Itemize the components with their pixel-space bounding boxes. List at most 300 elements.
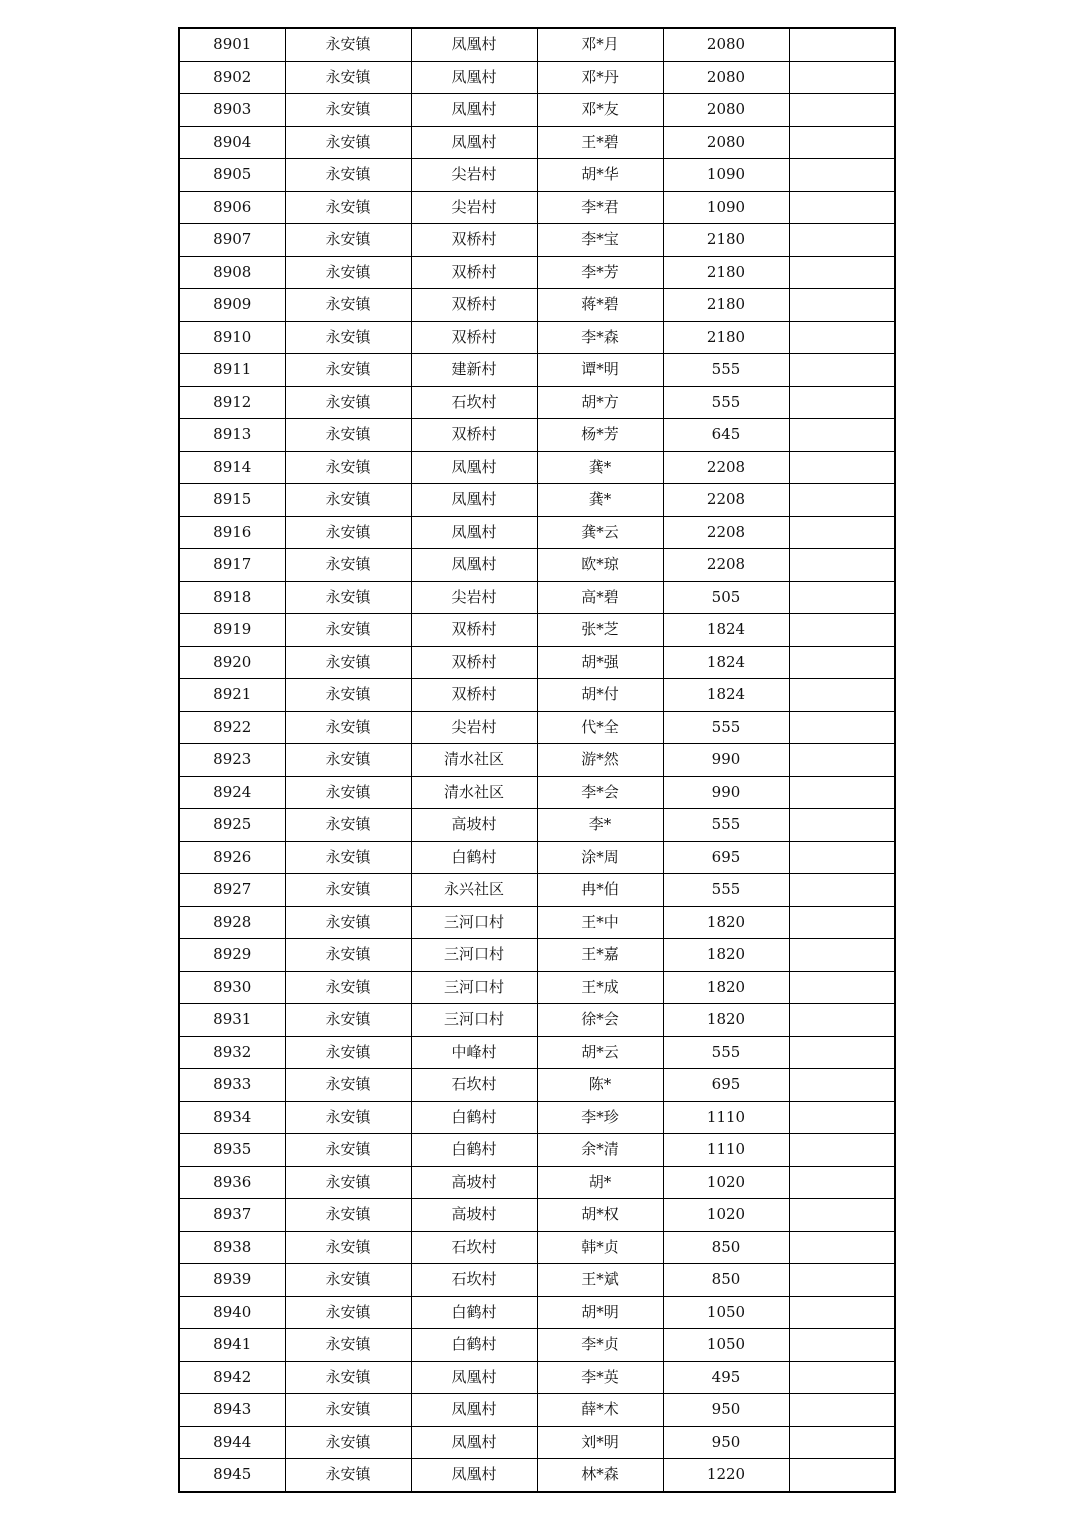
town-cell: 永安镇 — [285, 1004, 411, 1037]
table-row — [179, 874, 895, 907]
town-cell: 永安镇 — [285, 451, 411, 484]
village-cell: 双桥村 — [411, 321, 537, 354]
remark-cell — [789, 224, 895, 257]
town-cell: 永安镇 — [285, 614, 411, 647]
name-cell: 冉*伯 — [537, 874, 663, 907]
table-row — [179, 94, 895, 127]
name-cell: 胡*强 — [537, 646, 663, 679]
town-cell: 永安镇 — [285, 1459, 411, 1492]
remark-cell — [789, 28, 895, 61]
name-cell: 谭*明 — [537, 354, 663, 387]
remark-cell — [789, 1459, 895, 1492]
row-number-cell: 8920 — [179, 646, 285, 679]
town-cell: 永安镇 — [285, 874, 411, 907]
village-cell: 凤凰村 — [411, 1361, 537, 1394]
row-number-cell: 8918 — [179, 581, 285, 614]
table-row — [179, 289, 895, 322]
remark-cell — [789, 614, 895, 647]
row-number-cell: 8905 — [179, 159, 285, 192]
table-row — [179, 451, 895, 484]
amount-cell: 555 — [663, 711, 789, 744]
remark-cell — [789, 1036, 895, 1069]
row-number-cell: 8901 — [179, 28, 285, 61]
remark-cell — [789, 61, 895, 94]
amount-cell: 1824 — [663, 679, 789, 712]
town-cell: 永安镇 — [285, 1296, 411, 1329]
amount-cell: 2208 — [663, 516, 789, 549]
table-row — [179, 809, 895, 842]
village-cell: 凤凰村 — [411, 94, 537, 127]
table-row — [179, 61, 895, 94]
village-cell: 凤凰村 — [411, 484, 537, 517]
row-number-cell: 8902 — [179, 61, 285, 94]
name-cell: 王*嘉 — [537, 939, 663, 972]
village-cell: 双桥村 — [411, 646, 537, 679]
row-number-cell: 8940 — [179, 1296, 285, 1329]
table-row — [179, 484, 895, 517]
village-cell: 高坡村 — [411, 1166, 537, 1199]
remark-cell — [789, 191, 895, 224]
name-cell: 胡*权 — [537, 1199, 663, 1232]
town-cell: 永安镇 — [285, 1231, 411, 1264]
amount-cell: 2180 — [663, 224, 789, 257]
name-cell: 李*君 — [537, 191, 663, 224]
amount-cell: 850 — [663, 1231, 789, 1264]
remark-cell — [789, 971, 895, 1004]
town-cell: 永安镇 — [285, 484, 411, 517]
name-cell: 蒋*碧 — [537, 289, 663, 322]
row-number-cell: 8932 — [179, 1036, 285, 1069]
row-number-cell: 8921 — [179, 679, 285, 712]
row-number-cell: 8903 — [179, 94, 285, 127]
table-row — [179, 1361, 895, 1394]
town-cell: 永安镇 — [285, 939, 411, 972]
table-row — [179, 1329, 895, 1362]
name-cell: 邓*丹 — [537, 61, 663, 94]
remark-cell — [789, 1329, 895, 1362]
village-cell: 石坎村 — [411, 1069, 537, 1102]
amount-cell: 1020 — [663, 1199, 789, 1232]
table-row — [179, 1004, 895, 1037]
remark-cell — [789, 1166, 895, 1199]
town-cell: 永安镇 — [285, 1036, 411, 1069]
table-row — [179, 841, 895, 874]
row-number-cell: 8927 — [179, 874, 285, 907]
amount-cell: 505 — [663, 581, 789, 614]
town-cell: 永安镇 — [285, 776, 411, 809]
remark-cell — [789, 419, 895, 452]
table-row — [179, 711, 895, 744]
town-cell: 永安镇 — [285, 971, 411, 1004]
name-cell: 徐*会 — [537, 1004, 663, 1037]
town-cell: 永安镇 — [285, 549, 411, 582]
village-cell: 凤凰村 — [411, 1394, 537, 1427]
name-cell: 龚* — [537, 451, 663, 484]
remark-cell — [789, 581, 895, 614]
town-cell: 永安镇 — [285, 61, 411, 94]
row-number-cell: 8907 — [179, 224, 285, 257]
table-row — [179, 1036, 895, 1069]
remark-cell — [789, 679, 895, 712]
town-cell: 永安镇 — [285, 841, 411, 874]
amount-cell: 1820 — [663, 1004, 789, 1037]
village-cell: 高坡村 — [411, 809, 537, 842]
row-number-cell: 8933 — [179, 1069, 285, 1102]
table-row — [179, 191, 895, 224]
amount-cell: 2080 — [663, 94, 789, 127]
town-cell: 永安镇 — [285, 224, 411, 257]
name-cell: 李*森 — [537, 321, 663, 354]
amount-cell: 2180 — [663, 321, 789, 354]
row-number-cell: 8916 — [179, 516, 285, 549]
amount-cell: 495 — [663, 1361, 789, 1394]
village-cell: 白鹤村 — [411, 1296, 537, 1329]
village-cell: 凤凰村 — [411, 1426, 537, 1459]
row-number-cell: 8922 — [179, 711, 285, 744]
table-row — [179, 939, 895, 972]
table-row — [179, 1134, 895, 1167]
beneficiary-table — [178, 27, 896, 1493]
row-number-cell: 8942 — [179, 1361, 285, 1394]
row-number-cell: 8914 — [179, 451, 285, 484]
amount-cell: 2080 — [663, 61, 789, 94]
table-row — [179, 1264, 895, 1297]
name-cell: 李*芳 — [537, 256, 663, 289]
town-cell: 永安镇 — [285, 679, 411, 712]
name-cell: 林*森 — [537, 1459, 663, 1492]
town-cell: 永安镇 — [285, 28, 411, 61]
village-cell: 尖岩村 — [411, 581, 537, 614]
remark-cell — [789, 874, 895, 907]
row-number-cell: 8910 — [179, 321, 285, 354]
amount-cell: 2080 — [663, 28, 789, 61]
row-number-cell: 8931 — [179, 1004, 285, 1037]
remark-cell — [789, 354, 895, 387]
remark-cell — [789, 939, 895, 972]
table-row — [179, 614, 895, 647]
village-cell: 建新村 — [411, 354, 537, 387]
town-cell: 永安镇 — [285, 1199, 411, 1232]
village-cell: 石坎村 — [411, 1264, 537, 1297]
remark-cell — [789, 1426, 895, 1459]
town-cell: 永安镇 — [285, 906, 411, 939]
table-row — [179, 1199, 895, 1232]
row-number-cell: 8906 — [179, 191, 285, 224]
amount-cell: 1824 — [663, 646, 789, 679]
remark-cell — [789, 126, 895, 159]
remark-cell — [789, 1231, 895, 1264]
name-cell: 胡*明 — [537, 1296, 663, 1329]
village-cell: 石坎村 — [411, 386, 537, 419]
remark-cell — [789, 484, 895, 517]
row-number-cell: 8908 — [179, 256, 285, 289]
name-cell: 胡* — [537, 1166, 663, 1199]
town-cell: 永安镇 — [285, 809, 411, 842]
village-cell: 双桥村 — [411, 289, 537, 322]
table-row — [179, 1394, 895, 1427]
table-row — [179, 386, 895, 419]
name-cell: 李*英 — [537, 1361, 663, 1394]
amount-cell: 2208 — [663, 484, 789, 517]
name-cell: 高*碧 — [537, 581, 663, 614]
name-cell: 龚* — [537, 484, 663, 517]
remark-cell — [789, 744, 895, 777]
table-body — [179, 28, 895, 1492]
remark-cell — [789, 1296, 895, 1329]
row-number-cell: 8904 — [179, 126, 285, 159]
village-cell: 双桥村 — [411, 419, 537, 452]
amount-cell: 2208 — [663, 549, 789, 582]
amount-cell: 990 — [663, 744, 789, 777]
amount-cell: 555 — [663, 354, 789, 387]
name-cell: 刘*明 — [537, 1426, 663, 1459]
amount-cell: 555 — [663, 874, 789, 907]
remark-cell — [789, 841, 895, 874]
remark-cell — [789, 1199, 895, 1232]
row-number-cell: 8928 — [179, 906, 285, 939]
town-cell: 永安镇 — [285, 516, 411, 549]
village-cell: 永兴社区 — [411, 874, 537, 907]
amount-cell: 1820 — [663, 971, 789, 1004]
table-row — [179, 679, 895, 712]
name-cell: 邓*友 — [537, 94, 663, 127]
table-row — [179, 776, 895, 809]
remark-cell — [789, 256, 895, 289]
village-cell: 白鹤村 — [411, 1134, 537, 1167]
village-cell: 三河口村 — [411, 906, 537, 939]
name-cell: 胡*云 — [537, 1036, 663, 1069]
town-cell: 永安镇 — [285, 159, 411, 192]
remark-cell — [789, 1101, 895, 1134]
name-cell: 张*芝 — [537, 614, 663, 647]
village-cell: 双桥村 — [411, 224, 537, 257]
table-row — [179, 159, 895, 192]
row-number-cell: 8924 — [179, 776, 285, 809]
table-row — [179, 1069, 895, 1102]
row-number-cell: 8919 — [179, 614, 285, 647]
remark-cell — [789, 1264, 895, 1297]
name-cell: 杨*芳 — [537, 419, 663, 452]
remark-cell — [789, 549, 895, 582]
remark-cell — [789, 451, 895, 484]
town-cell: 永安镇 — [285, 1361, 411, 1394]
village-cell: 三河口村 — [411, 971, 537, 1004]
amount-cell: 1820 — [663, 906, 789, 939]
table-row — [179, 1426, 895, 1459]
remark-cell — [789, 776, 895, 809]
name-cell: 王*斌 — [537, 1264, 663, 1297]
town-cell: 永安镇 — [285, 191, 411, 224]
village-cell: 中峰村 — [411, 1036, 537, 1069]
village-cell: 尖岩村 — [411, 711, 537, 744]
village-cell: 清水社区 — [411, 744, 537, 777]
remark-cell — [789, 1069, 895, 1102]
table-row — [179, 1101, 895, 1134]
table-row — [179, 1459, 895, 1492]
remark-cell — [789, 711, 895, 744]
row-number-cell: 8944 — [179, 1426, 285, 1459]
table-row — [179, 971, 895, 1004]
town-cell: 永安镇 — [285, 289, 411, 322]
town-cell: 永安镇 — [285, 256, 411, 289]
row-number-cell: 8936 — [179, 1166, 285, 1199]
name-cell: 陈* — [537, 1069, 663, 1102]
amount-cell: 645 — [663, 419, 789, 452]
table-row — [179, 646, 895, 679]
row-number-cell: 8926 — [179, 841, 285, 874]
table-row — [179, 744, 895, 777]
town-cell: 永安镇 — [285, 1134, 411, 1167]
table-row — [179, 1166, 895, 1199]
village-cell: 白鹤村 — [411, 1101, 537, 1134]
amount-cell: 1050 — [663, 1296, 789, 1329]
row-number-cell: 8938 — [179, 1231, 285, 1264]
row-number-cell: 8943 — [179, 1394, 285, 1427]
table-row — [179, 354, 895, 387]
village-cell: 高坡村 — [411, 1199, 537, 1232]
town-cell: 永安镇 — [285, 744, 411, 777]
village-cell: 石坎村 — [411, 1231, 537, 1264]
town-cell: 永安镇 — [285, 321, 411, 354]
row-number-cell: 8937 — [179, 1199, 285, 1232]
remark-cell — [789, 1004, 895, 1037]
name-cell: 李* — [537, 809, 663, 842]
row-number-cell: 8935 — [179, 1134, 285, 1167]
table-row — [179, 224, 895, 257]
name-cell: 胡*方 — [537, 386, 663, 419]
village-cell: 凤凰村 — [411, 126, 537, 159]
table-row — [179, 321, 895, 354]
town-cell: 永安镇 — [285, 1101, 411, 1134]
amount-cell: 695 — [663, 841, 789, 874]
village-cell: 双桥村 — [411, 256, 537, 289]
table-row — [179, 126, 895, 159]
village-cell: 清水社区 — [411, 776, 537, 809]
town-cell: 永安镇 — [285, 1426, 411, 1459]
amount-cell: 950 — [663, 1394, 789, 1427]
town-cell: 永安镇 — [285, 1394, 411, 1427]
amount-cell: 1050 — [663, 1329, 789, 1362]
row-number-cell: 8909 — [179, 289, 285, 322]
village-cell: 双桥村 — [411, 614, 537, 647]
amount-cell: 990 — [663, 776, 789, 809]
row-number-cell: 8911 — [179, 354, 285, 387]
village-cell: 三河口村 — [411, 939, 537, 972]
village-cell: 白鹤村 — [411, 1329, 537, 1362]
row-number-cell: 8930 — [179, 971, 285, 1004]
amount-cell: 1820 — [663, 939, 789, 972]
table-row — [179, 419, 895, 452]
amount-cell: 2180 — [663, 256, 789, 289]
village-cell: 双桥村 — [411, 679, 537, 712]
table-row — [179, 549, 895, 582]
village-cell: 尖岩村 — [411, 159, 537, 192]
table-row — [179, 581, 895, 614]
amount-cell: 1110 — [663, 1134, 789, 1167]
amount-cell: 2208 — [663, 451, 789, 484]
village-cell: 凤凰村 — [411, 516, 537, 549]
amount-cell: 555 — [663, 1036, 789, 1069]
village-cell: 凤凰村 — [411, 451, 537, 484]
amount-cell: 1110 — [663, 1101, 789, 1134]
table-row — [179, 256, 895, 289]
row-number-cell: 8917 — [179, 549, 285, 582]
amount-cell: 1824 — [663, 614, 789, 647]
name-cell: 胡*华 — [537, 159, 663, 192]
name-cell: 王*碧 — [537, 126, 663, 159]
amount-cell: 2180 — [663, 289, 789, 322]
town-cell: 永安镇 — [285, 1166, 411, 1199]
amount-cell: 950 — [663, 1426, 789, 1459]
name-cell: 韩*贞 — [537, 1231, 663, 1264]
town-cell: 永安镇 — [285, 1264, 411, 1297]
amount-cell: 555 — [663, 809, 789, 842]
remark-cell — [789, 386, 895, 419]
name-cell: 李*贞 — [537, 1329, 663, 1362]
remark-cell — [789, 906, 895, 939]
row-number-cell: 8915 — [179, 484, 285, 517]
table-row — [179, 1231, 895, 1264]
name-cell: 胡*付 — [537, 679, 663, 712]
remark-cell — [789, 321, 895, 354]
town-cell: 永安镇 — [285, 386, 411, 419]
amount-cell: 850 — [663, 1264, 789, 1297]
village-cell: 白鹤村 — [411, 841, 537, 874]
row-number-cell: 8923 — [179, 744, 285, 777]
remark-cell — [789, 1134, 895, 1167]
name-cell: 李*会 — [537, 776, 663, 809]
name-cell: 欧*琼 — [537, 549, 663, 582]
amount-cell: 1090 — [663, 159, 789, 192]
remark-cell — [789, 1394, 895, 1427]
amount-cell: 1090 — [663, 191, 789, 224]
table-row — [179, 1296, 895, 1329]
amount-cell: 2080 — [663, 126, 789, 159]
remark-cell — [789, 1361, 895, 1394]
row-number-cell: 8939 — [179, 1264, 285, 1297]
town-cell: 永安镇 — [285, 354, 411, 387]
name-cell: 游*然 — [537, 744, 663, 777]
name-cell: 龚*云 — [537, 516, 663, 549]
town-cell: 永安镇 — [285, 711, 411, 744]
town-cell: 永安镇 — [285, 126, 411, 159]
table-row — [179, 906, 895, 939]
row-number-cell: 8925 — [179, 809, 285, 842]
name-cell: 代*全 — [537, 711, 663, 744]
amount-cell: 695 — [663, 1069, 789, 1102]
remark-cell — [789, 646, 895, 679]
town-cell: 永安镇 — [285, 94, 411, 127]
remark-cell — [789, 159, 895, 192]
town-cell: 永安镇 — [285, 1069, 411, 1102]
village-cell: 凤凰村 — [411, 1459, 537, 1492]
village-cell: 凤凰村 — [411, 549, 537, 582]
name-cell: 薛*术 — [537, 1394, 663, 1427]
name-cell: 邓*月 — [537, 28, 663, 61]
remark-cell — [789, 516, 895, 549]
town-cell: 永安镇 — [285, 1329, 411, 1362]
row-number-cell: 8941 — [179, 1329, 285, 1362]
remark-cell — [789, 809, 895, 842]
table-row — [179, 516, 895, 549]
amount-cell: 555 — [663, 386, 789, 419]
town-cell: 永安镇 — [285, 646, 411, 679]
name-cell: 涂*周 — [537, 841, 663, 874]
row-number-cell: 8929 — [179, 939, 285, 972]
village-cell: 三河口村 — [411, 1004, 537, 1037]
name-cell: 余*清 — [537, 1134, 663, 1167]
remark-cell — [789, 94, 895, 127]
